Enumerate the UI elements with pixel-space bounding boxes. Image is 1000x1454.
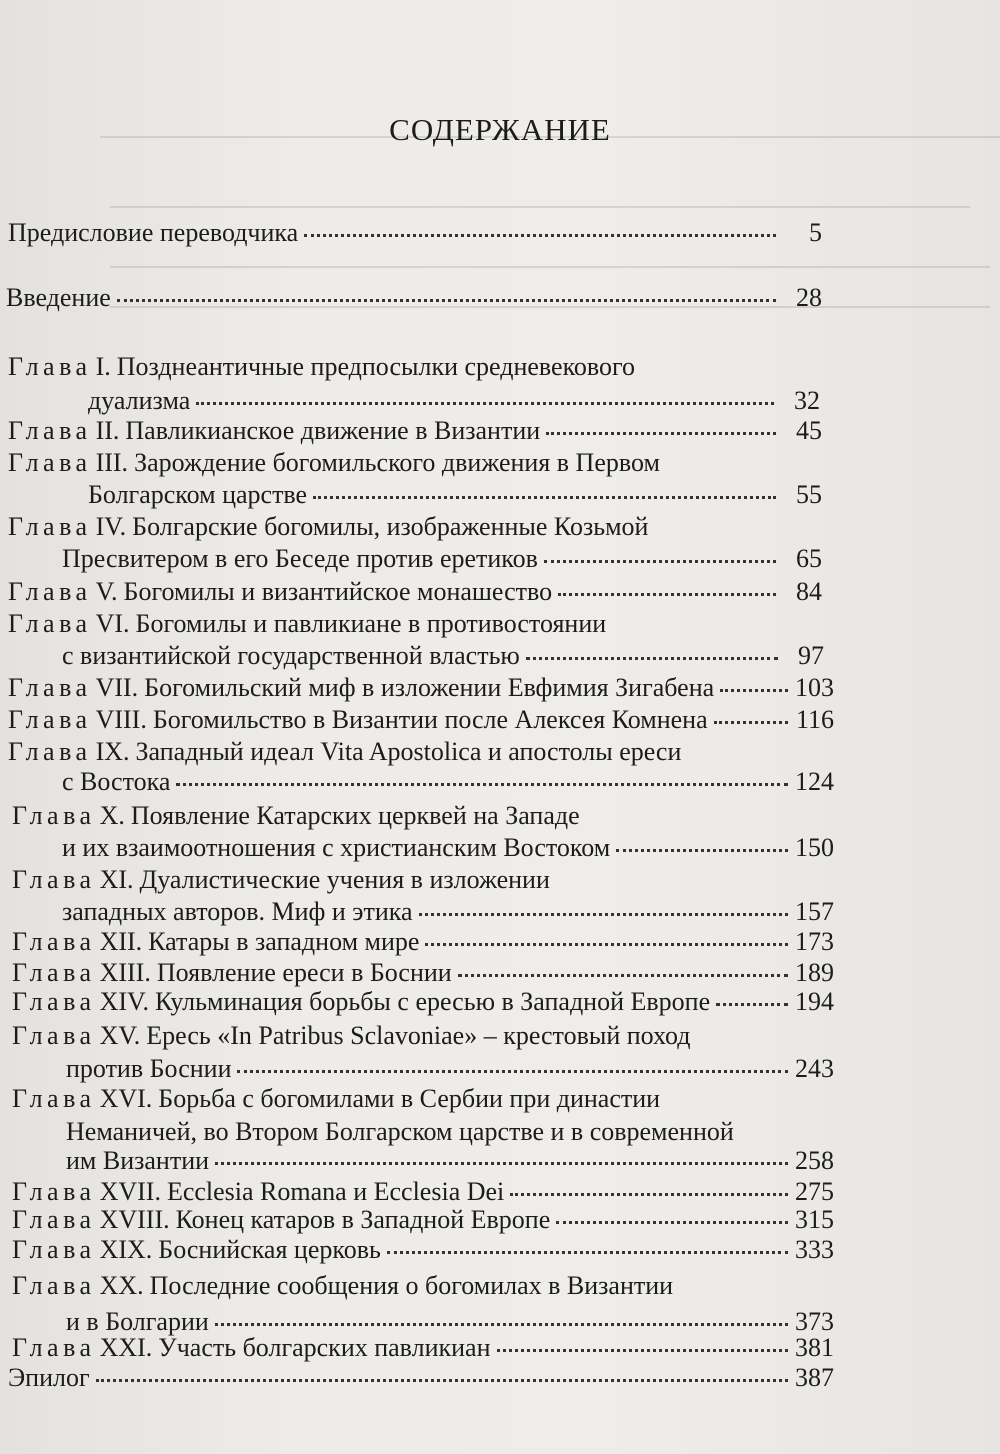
dot-leader bbox=[387, 1251, 788, 1254]
entry-title: Богомилы и византийское монашество bbox=[123, 577, 553, 606]
toc-entry-line bbox=[62, 641, 824, 671]
page-number: 157 bbox=[795, 897, 834, 926]
dot-leader bbox=[419, 913, 788, 916]
dot-leader bbox=[458, 974, 788, 977]
chapter-number: XIII. bbox=[99, 958, 151, 987]
entry-title: западных авторов. Миф и этика bbox=[62, 897, 413, 926]
chapter-number: XXI. bbox=[99, 1333, 153, 1362]
toc-entry-line bbox=[12, 1021, 691, 1051]
chapter-label: Глава bbox=[8, 705, 92, 734]
page-number: 173 bbox=[795, 927, 834, 956]
entry-title: Введение bbox=[6, 283, 111, 312]
entry-title: Болгарские богомилы, изображенные Козьмой bbox=[132, 512, 649, 541]
chapter-label: Глава bbox=[12, 987, 96, 1016]
toc-entry-line bbox=[8, 512, 648, 542]
chapter-number: IV. bbox=[95, 512, 127, 541]
entry-title: Богомилы и павликиане в противостоянии bbox=[135, 609, 607, 638]
page-number: 150 bbox=[795, 833, 834, 862]
toc-entry-line bbox=[62, 767, 834, 797]
toc-entry-line bbox=[62, 544, 822, 574]
entry-title: Дуалистические учения в изложении bbox=[139, 865, 550, 894]
page-number: 373 bbox=[795, 1307, 834, 1336]
toc-entry-line bbox=[12, 1333, 834, 1363]
dot-leader bbox=[544, 560, 776, 563]
chapter-label: Глава bbox=[12, 958, 96, 987]
entry-title: Появление ереси в Боснии bbox=[156, 958, 452, 987]
chapter-label: Глава bbox=[12, 1271, 96, 1300]
page-number: 55 bbox=[796, 480, 822, 509]
chapter-number: VI. bbox=[95, 609, 130, 638]
chapter-number: XI. bbox=[99, 865, 134, 894]
dot-leader bbox=[714, 721, 788, 724]
chapter-number: II. bbox=[95, 416, 120, 445]
entry-title: Западный идеал Vita Apostolica и апостолы ереси bbox=[135, 737, 682, 766]
toc-entry-line bbox=[8, 577, 822, 607]
entry-title: Павликианское движение в Византии bbox=[125, 416, 541, 445]
toc-entry-line bbox=[12, 1084, 660, 1114]
dot-leader bbox=[558, 593, 776, 596]
chapter-label: Глава bbox=[8, 673, 92, 702]
page-number: 333 bbox=[795, 1235, 834, 1264]
toc-entry-line bbox=[66, 1117, 734, 1147]
dot-leader bbox=[215, 1162, 788, 1165]
page-number: 45 bbox=[796, 416, 822, 445]
page-number: 124 bbox=[795, 767, 834, 796]
toc-entry-line bbox=[12, 987, 834, 1017]
toc-entry-line bbox=[8, 448, 660, 478]
page-number: 275 bbox=[795, 1177, 834, 1206]
toc-entry-line bbox=[66, 1054, 834, 1084]
dot-leader bbox=[237, 1070, 788, 1073]
chapter-label: Глава bbox=[8, 352, 92, 381]
chapter-number: I. bbox=[95, 352, 111, 381]
chapter-number: XVIII. bbox=[99, 1205, 170, 1234]
toc-entry-line bbox=[12, 1177, 834, 1207]
page-number: 387 bbox=[795, 1363, 834, 1392]
chapter-number: VII. bbox=[95, 673, 139, 702]
entry-title: Конец катаров в Западной Европе bbox=[175, 1205, 551, 1234]
entry-title: Болгарском царстве bbox=[88, 480, 308, 509]
entry-title: Боснийская церковь bbox=[158, 1235, 381, 1264]
page-number: 65 bbox=[796, 544, 822, 573]
toc-entry-line bbox=[8, 416, 822, 446]
toc-entry-line bbox=[12, 1235, 834, 1265]
entry-title: Кульминация борьбы с ересью в Западной Европе bbox=[154, 987, 711, 1016]
chapter-number: IX. bbox=[95, 737, 130, 766]
chapter-number: V. bbox=[95, 577, 118, 606]
dot-leader bbox=[176, 783, 788, 786]
chapter-label: Глава bbox=[12, 1084, 96, 1113]
dot-leader bbox=[510, 1193, 788, 1196]
toc-entry-line bbox=[62, 897, 834, 927]
toc-entry-line bbox=[88, 480, 822, 510]
entry-title: Ecclesia Romana и Ecclesia Dei bbox=[166, 1177, 505, 1206]
entry-title: с Востока bbox=[62, 767, 171, 796]
entry-title: Богомильство в Византии после Алексея Комнена bbox=[152, 705, 708, 734]
entry-title: Последние сообщения о богомилах в Византии bbox=[149, 1271, 674, 1300]
dot-leader bbox=[304, 234, 776, 237]
page-number: 116 bbox=[795, 705, 834, 734]
entry-title: Зарождение богомильского движения в Первом bbox=[134, 448, 660, 477]
chapter-number: X. bbox=[99, 801, 125, 830]
toc-entry-line bbox=[12, 1205, 834, 1235]
page-number: 28 bbox=[796, 283, 822, 312]
toc-entry-line bbox=[8, 218, 822, 248]
dot-leader bbox=[196, 402, 774, 405]
toc-entry-line bbox=[12, 801, 580, 831]
dot-leader bbox=[716, 1003, 788, 1006]
page-number: 97 bbox=[798, 641, 824, 670]
chapter-label: Глава bbox=[8, 577, 92, 606]
entry-title: Позднеантичные предпосылки средневекового bbox=[116, 352, 635, 381]
toc-entry-line bbox=[62, 833, 834, 863]
entry-title: Катары в западном мире bbox=[148, 927, 420, 956]
entry-title: Участь болгарских павликиан bbox=[158, 1333, 491, 1362]
toc-entry-line bbox=[6, 283, 822, 313]
entry-title: Неманичей, во Втором Болгарском царстве и в современной bbox=[66, 1117, 734, 1146]
entry-title: Эпилог bbox=[8, 1363, 90, 1392]
chapter-label: Глава bbox=[12, 801, 96, 830]
entry-title: Ересь «In Patribus Sclavoniae» – крестовый поход bbox=[146, 1021, 691, 1050]
chapter-label: Глава bbox=[12, 1177, 96, 1206]
chapter-number: VIII. bbox=[95, 705, 147, 734]
entry-title: Борьба с богомилами в Сербии при династии bbox=[158, 1084, 661, 1113]
dot-leader bbox=[497, 1349, 788, 1352]
dot-leader bbox=[96, 1379, 788, 1382]
toc-entry-line bbox=[8, 609, 606, 639]
chapter-label: Глава bbox=[8, 512, 92, 541]
entry-title: им Византии bbox=[66, 1146, 210, 1175]
page-number: 381 bbox=[795, 1333, 834, 1362]
chapter-number: XIX. bbox=[99, 1235, 153, 1264]
dot-leader bbox=[215, 1323, 788, 1326]
dot-leader bbox=[556, 1221, 788, 1224]
entry-title: против Боснии bbox=[66, 1054, 232, 1083]
chapter-label: Глава bbox=[8, 609, 92, 638]
chapter-label: Глава bbox=[12, 1021, 96, 1050]
page-number: 315 bbox=[795, 1205, 834, 1234]
toc-entry-line bbox=[8, 737, 681, 767]
dot-leader bbox=[117, 299, 776, 302]
chapter-label: Глава bbox=[12, 1205, 96, 1234]
chapter-label: Глава bbox=[8, 416, 92, 445]
chapter-number: XIV. bbox=[99, 987, 149, 1016]
entry-title: Предисловие переводчика bbox=[8, 218, 299, 247]
chapter-number: XV. bbox=[99, 1021, 141, 1050]
dot-leader bbox=[616, 849, 788, 852]
chapter-number: XVII. bbox=[99, 1177, 161, 1206]
page-number: 103 bbox=[795, 673, 834, 702]
entry-title: Богомильский миф в изложении Евфимия Зигабена bbox=[144, 673, 715, 702]
chapter-label: Глава bbox=[8, 737, 92, 766]
entry-title: Пресвитером в его Беседе против еретиков bbox=[62, 544, 538, 573]
toc-entry-line bbox=[12, 958, 834, 988]
toc-entry-line bbox=[12, 927, 834, 957]
entry-title: и их взаимоотношения с христианским Востоком bbox=[62, 833, 611, 862]
toc-entry-line bbox=[88, 386, 820, 416]
chapter-number: XX. bbox=[99, 1271, 144, 1300]
toc-entry-line bbox=[8, 1363, 834, 1393]
page-number: 5 bbox=[809, 218, 822, 247]
chapter-number: XII. bbox=[99, 927, 143, 956]
chapter-label: Глава bbox=[12, 1235, 96, 1264]
chapter-label: Глава bbox=[12, 865, 96, 894]
dot-leader bbox=[526, 657, 778, 660]
entry-title: Появление Катарских церквей на Западе bbox=[130, 801, 580, 830]
dot-leader bbox=[546, 432, 776, 435]
page-title: СОДЕРЖАНИЕ bbox=[389, 112, 611, 147]
page-number: 258 bbox=[795, 1146, 834, 1175]
entry-title: с византийской государственной властью bbox=[62, 641, 520, 670]
page-number: 189 bbox=[795, 958, 834, 987]
page-number: 243 bbox=[795, 1054, 834, 1083]
entry-title: и в Болгарии bbox=[66, 1307, 209, 1336]
toc-entry-line bbox=[12, 1271, 673, 1301]
toc-entry-line bbox=[8, 352, 635, 382]
page-number: 194 bbox=[795, 987, 834, 1016]
dot-leader bbox=[425, 943, 788, 946]
page-number: 32 bbox=[794, 386, 820, 415]
chapter-number: XVI. bbox=[99, 1084, 153, 1113]
dot-leader bbox=[720, 689, 788, 692]
toc-entry-line bbox=[8, 705, 834, 735]
chapter-label: Глава bbox=[8, 448, 92, 477]
chapter-label: Глава bbox=[12, 927, 96, 956]
page-number: 84 bbox=[796, 577, 822, 606]
chapter-label: Глава bbox=[12, 1333, 96, 1362]
toc-entry-line bbox=[12, 865, 550, 895]
entry-title: дуализма bbox=[88, 386, 191, 415]
toc-entry-line bbox=[8, 673, 834, 703]
chapter-number: III. bbox=[95, 448, 129, 477]
toc-entry-line bbox=[66, 1146, 834, 1176]
dot-leader bbox=[313, 496, 776, 499]
